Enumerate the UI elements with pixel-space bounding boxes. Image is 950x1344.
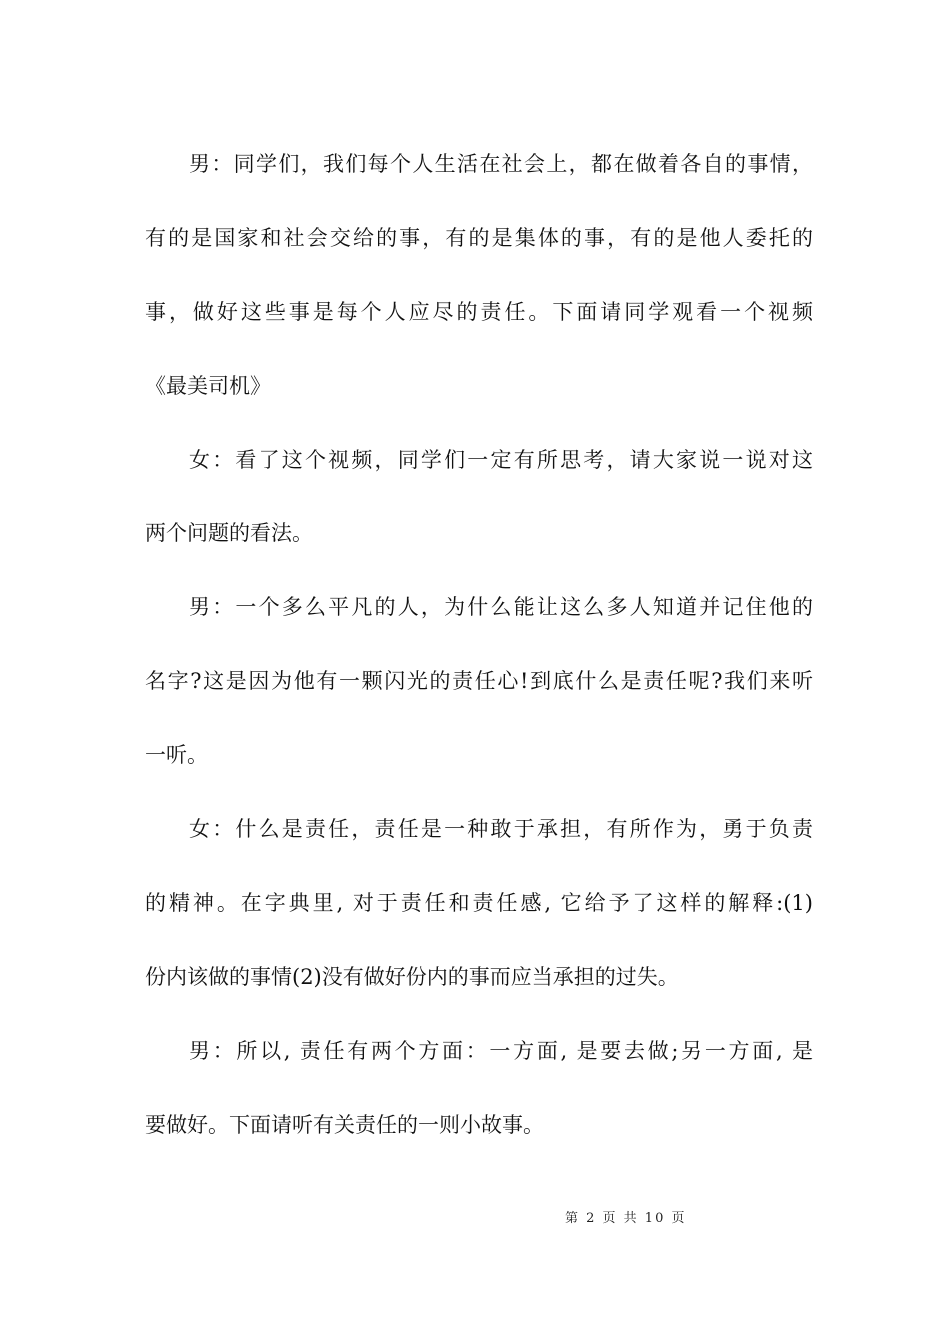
page-number-footer: 第 2 页 共 10 页 xyxy=(565,1211,687,1226)
text-line: 男：所以, 责任有两个方面：一方面, 是要去做;另一方面, 是 xyxy=(189,1038,813,1063)
text-line: 事，做好这些事是每个人应尽的责任。下面请同学观看一个视频 xyxy=(145,299,813,324)
text-line: 男：一个多么平凡的人，为什么能让这么多人知道并记住他的 xyxy=(189,595,813,620)
text-line: 名字?这是因为他有一颗闪光的责任心!到底什么是责任呢?我们来听 xyxy=(145,669,813,694)
text-line: 份内该做的事情(2)没有做好份内的事而应当承担的过失。 xyxy=(145,964,679,989)
text-line: 的精神。在字典里, 对于责任和责任感, 它给予了这样的解释:(1) xyxy=(145,890,813,915)
document-body xyxy=(145,128,813,1162)
text-line: 女：什么是责任，责任是一种敢于承担，有所作为，勇于负责 xyxy=(189,817,813,842)
text-line: 男：同学们，我们每个人生活在社会上，都在做着各自的事情， xyxy=(189,152,813,176)
text-line: 《最美司机》 xyxy=(145,373,271,398)
text-line: 要做好。下面请听有关责任的一则小故事。 xyxy=(145,1112,544,1137)
text-line: 两个问题的看法。 xyxy=(145,521,313,546)
text-line: 女：看了这个视频，同学们一定有所思考，请大家说一说对这 xyxy=(189,447,813,472)
text-line: 有的是国家和社会交给的事，有的是集体的事，有的是他人委托的 xyxy=(145,225,813,250)
text-line: 一听。 xyxy=(145,743,208,768)
